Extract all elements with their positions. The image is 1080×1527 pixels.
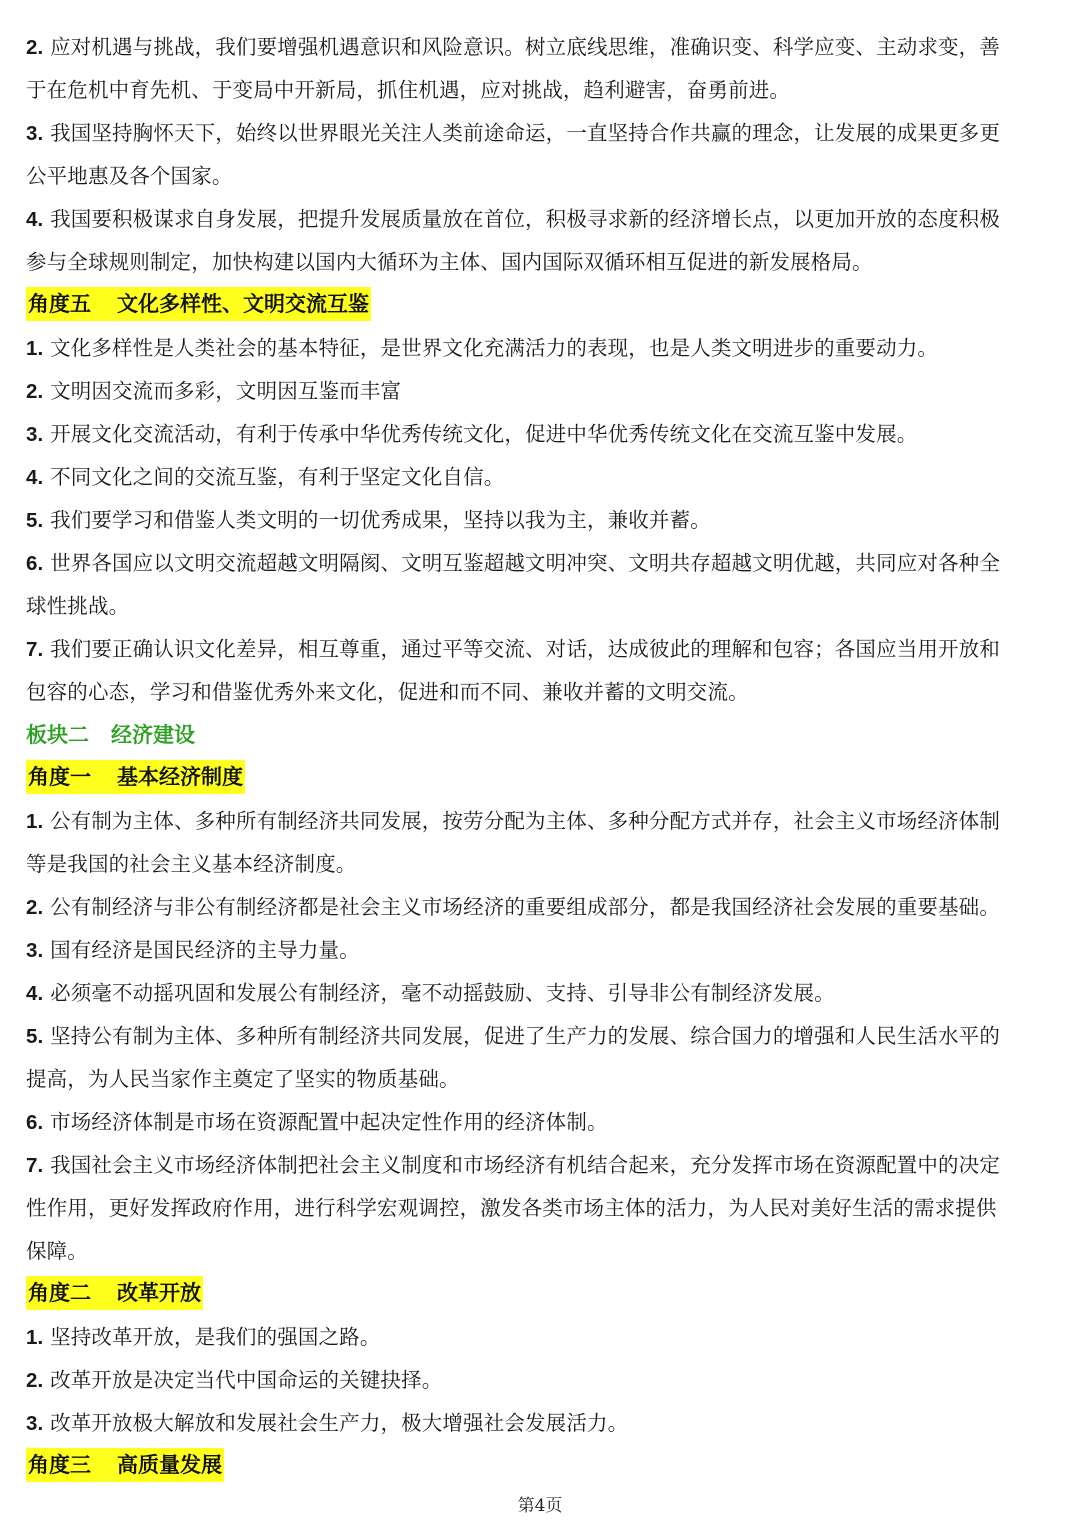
item-number: 5.	[26, 1025, 44, 1048]
highlighted-heading	[26, 287, 371, 321]
line-text: 我们要正确认识文化差异，相互尊重，通过平等交流、对话，达成彼此的理解和包容；各国应当用开放和	[43, 637, 1000, 661]
line-text: 包容的心态，学习和借鉴优秀外来文化，促进和而不同、兼收并蓄的文明交流。	[26, 680, 749, 704]
text-line	[26, 69, 1058, 112]
item-number: 4.	[26, 208, 44, 231]
text-line	[26, 155, 1058, 198]
line-text: 文化多样性是人类社会的基本特征，是世界文化充满活力的表现，也是人类文明进步的重要动力。	[43, 336, 939, 360]
text-line	[26, 456, 1058, 499]
text-line	[26, 1230, 1058, 1273]
heading-label: 角度三	[28, 1453, 91, 1477]
heading-title: 文化多样性、文明交流互鉴	[117, 292, 369, 316]
text-line	[26, 413, 1058, 456]
item-number: 4.	[26, 982, 44, 1005]
section-heading	[26, 714, 1058, 757]
text-line	[26, 112, 1058, 155]
text-line	[26, 1187, 1058, 1230]
item-number: 2.	[26, 896, 44, 919]
line-text: 坚持改革开放，是我们的强国之路。	[43, 1325, 381, 1349]
angle1-block	[26, 800, 1058, 1273]
heading-label: 角度五	[28, 292, 91, 316]
text-line	[26, 327, 1058, 370]
text-line	[26, 1144, 1058, 1187]
line-text: 开展文化交流活动，有利于传承中华优秀传统文化，促进中华优秀传统文化在交流互鉴中发展。	[43, 422, 918, 446]
item-number: 7.	[26, 638, 44, 661]
item-number: 7.	[26, 1154, 44, 1177]
line-text: 公平地惠及各个国家。	[26, 164, 233, 188]
item-number: 6.	[26, 552, 44, 575]
heading-label: 角度二	[28, 1281, 91, 1305]
line-text: 于在危机中育先机、于变局中开新局，抓住机遇，应对挑战，趋利避害，奋勇前进。	[26, 78, 791, 102]
line-text: 等是我国的社会主义基本经济制度。	[26, 852, 357, 876]
section-label: 板块二	[26, 723, 89, 747]
line-text: 世界各国应以文明交流超越文明隔阂、文明互鉴超越文明冲突、文明共存超越文明优越，共同应对各种全	[43, 551, 1000, 575]
line-text: 保障。	[26, 1239, 88, 1263]
item-number: 3.	[26, 423, 44, 446]
text-line	[26, 241, 1058, 284]
text-line	[26, 370, 1058, 413]
text-line	[26, 628, 1058, 671]
text-line	[26, 929, 1058, 972]
heading-title: 改革开放	[117, 1281, 201, 1305]
highlighted-heading	[26, 1448, 224, 1482]
line-text: 提高，为人民当家作主奠定了坚实的物质基础。	[26, 1067, 460, 1091]
line-text: 必须毫不动摇巩固和发展公有制经济，毫不动摇鼓励、支持、引导非公有制经济发展。	[43, 981, 835, 1005]
text-line	[26, 198, 1058, 241]
item-number: 3.	[26, 1412, 44, 1435]
item-number: 3.	[26, 939, 44, 962]
text-line	[26, 1316, 1058, 1359]
line-text: 应对机遇与挑战，我们要增强机遇意识和风险意识。树立底线思维，准确识变、科学应变、主动求变，善	[43, 35, 1000, 59]
line-text: 市场经济体制是市场在资源配置中起决定性作用的经济体制。	[43, 1110, 608, 1134]
heading-title: 基本经济制度	[117, 765, 243, 789]
text-line	[26, 972, 1058, 1015]
angle-heading	[26, 757, 1058, 800]
item-number: 4.	[26, 466, 44, 489]
line-text: 我国要积极谋求自身发展，把提升发展质量放在首位，积极寻求新的经济增长点，以更加开放的态度积极	[43, 207, 1000, 231]
text-line	[26, 1058, 1058, 1101]
text-line	[26, 1015, 1058, 1058]
page-number: 第4页	[517, 1496, 563, 1516]
text-line	[26, 1101, 1058, 1144]
line-text: 我国社会主义市场经济体制把社会主义制度和市场经济有机结合起来，充分发挥市场在资源配置中的决定	[43, 1153, 1000, 1177]
text-line	[26, 499, 1058, 542]
text-line	[26, 585, 1058, 628]
item-number: 6.	[26, 1111, 44, 1134]
item-number: 2.	[26, 380, 44, 403]
line-text: 性作用，更好发挥政府作用，进行科学宏观调控，激发各类市场主体的活力，为人民对美好生活的需求提供	[26, 1196, 997, 1220]
text-line	[26, 542, 1058, 585]
line-text: 国有经济是国民经济的主导力量。	[43, 938, 360, 962]
line-text: 我们要学习和借鉴人类文明的一切优秀成果，坚持以我为主，兼收并蓄。	[43, 508, 711, 532]
text-line	[26, 26, 1058, 69]
line-text: 不同文化之间的交流互鉴，有利于坚定文化自信。	[43, 465, 505, 489]
line-text: 公有制为主体、多种所有制经济共同发展，按劳分配为主体、多种分配方式并存，社会主义市场经济体制	[43, 809, 1000, 833]
angle5-block	[26, 327, 1058, 714]
text-line	[26, 886, 1058, 929]
line-text: 参与全球规则制定，加快构建以国内大循环为主体、国内国际双循环相互促进的新发展格局。	[26, 250, 873, 274]
item-number: 3.	[26, 122, 44, 145]
heading-label: 角度一	[28, 765, 91, 789]
text-line	[26, 843, 1058, 886]
item-number: 1.	[26, 810, 44, 833]
text-line	[26, 800, 1058, 843]
line-text: 文明因交流而多彩，文明因互鉴而丰富	[43, 379, 402, 403]
highlighted-heading	[26, 760, 245, 794]
angle-heading	[26, 1445, 1058, 1488]
section-title	[26, 723, 195, 747]
text-line	[26, 1402, 1058, 1445]
section-name: 经济建设	[111, 723, 195, 747]
item-number: 2.	[26, 1369, 44, 1392]
line-text: 改革开放是决定当代中国命运的关键抉择。	[43, 1368, 443, 1392]
angle-heading	[26, 1273, 1058, 1316]
line-text: 球性挑战。	[26, 594, 130, 618]
item-number: 5.	[26, 509, 44, 532]
line-text: 我国坚持胸怀天下，始终以世界眼光关注人类前途命运，一直坚持合作共赢的理念，让发展的成果更多更	[43, 121, 1000, 145]
highlighted-heading	[26, 1276, 203, 1310]
line-text: 坚持公有制为主体、多种所有制经济共同发展，促进了生产力的发展、综合国力的增强和人民生活水平的	[43, 1024, 1000, 1048]
heading-title: 高质量发展	[117, 1453, 222, 1477]
angle-heading	[26, 284, 1058, 327]
intro-block	[26, 26, 1058, 284]
item-number: 1.	[26, 337, 44, 360]
text-line	[26, 1359, 1058, 1402]
line-text: 改革开放极大解放和发展社会生产力，极大增强社会发展活力。	[43, 1411, 629, 1435]
text-line	[26, 671, 1058, 714]
item-number: 1.	[26, 1326, 44, 1349]
item-number: 2.	[26, 36, 44, 59]
document-page	[26, 26, 1058, 1488]
line-text: 公有制经济与非公有制经济都是社会主义市场经济的重要组成部分，都是我国经济社会发展的重要基础。	[43, 895, 1000, 919]
angle2-block	[26, 1316, 1058, 1445]
